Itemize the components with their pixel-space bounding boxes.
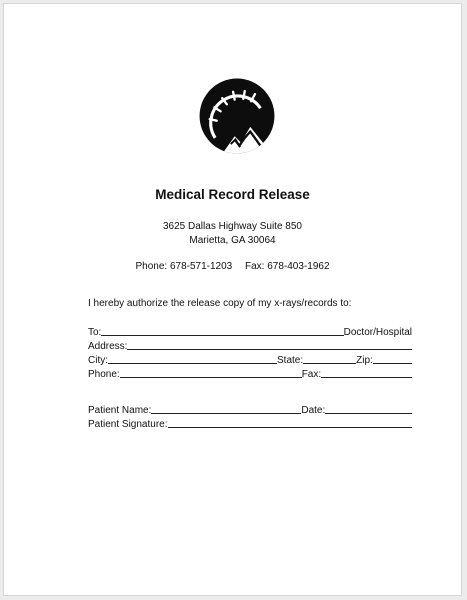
address-row: [88, 338, 412, 352]
patient-signature-row: [88, 416, 412, 430]
practice-phone: Phone: 678-571-1203: [135, 261, 233, 272]
practice-logo: [198, 77, 276, 155]
state-label: State:: [277, 355, 304, 366]
zip-field[interactable]: [373, 363, 412, 364]
practice-address: [4, 220, 461, 248]
to-field[interactable]: [101, 335, 343, 336]
date-label: Date:: [301, 405, 326, 416]
date-field[interactable]: [325, 413, 412, 414]
state-field[interactable]: [303, 363, 356, 364]
patient-name-row: [88, 402, 412, 416]
zip-label: Zip:: [356, 355, 373, 366]
fax-field[interactable]: [321, 377, 412, 378]
city-row: [88, 352, 412, 366]
city-label: City:: [88, 355, 108, 366]
patient-name-field[interactable]: [151, 413, 301, 414]
patient-signature-label: Patient Signature:: [88, 419, 168, 430]
recipient-section: [88, 324, 412, 380]
phone-row: [88, 366, 412, 380]
practice-contact: [4, 261, 461, 272]
practice-fax: Fax: 678-403-1962: [245, 261, 330, 272]
patient-signature-field[interactable]: [168, 427, 413, 428]
patient-name-label: Patient Name:: [88, 405, 152, 416]
to-row: [88, 324, 412, 338]
authorization-statement: I hereby authorize the release copy of my x-rays/records to:: [88, 298, 352, 309]
address-line-2: Marietta, GA 30064: [189, 235, 276, 246]
patient-section: [88, 402, 412, 430]
doctor-hospital-label: Doctor/Hospital: [343, 327, 412, 338]
address-line-1: 3625 Dallas Highway Suite 850: [163, 221, 302, 232]
to-label: To:: [88, 327, 102, 338]
form-title: Medical Record Release: [155, 187, 310, 202]
address-label: Address:: [88, 341, 128, 352]
document-page: [3, 3, 462, 596]
city-field[interactable]: [108, 363, 277, 364]
phone-label: Phone:: [88, 369, 120, 380]
fax-label: Fax:: [301, 369, 322, 380]
address-field[interactable]: [127, 349, 412, 350]
phone-field[interactable]: [120, 377, 302, 378]
